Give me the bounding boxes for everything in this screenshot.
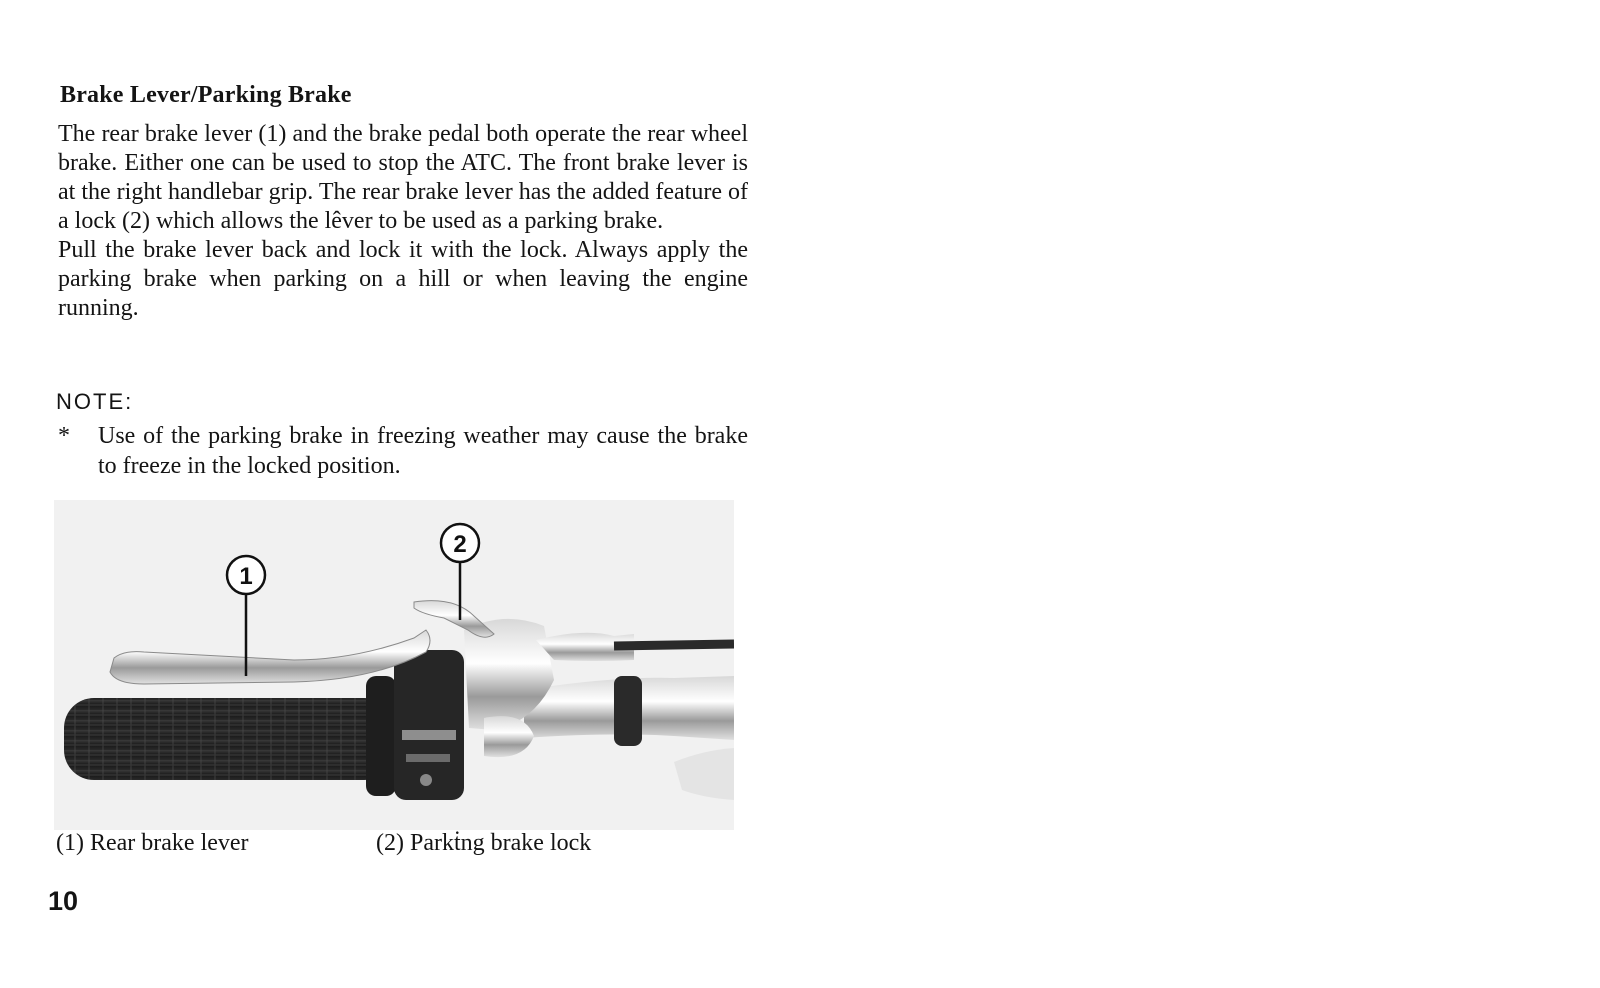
caption-parking-brake-lock: (2) Parkṫng brake lock	[376, 830, 592, 856]
note-text: Use of the parking brake in freezing weather may cause the brake to freeze in the locked position.	[98, 423, 748, 479]
note-label: NOTE:	[56, 389, 134, 414]
brake-cable	[614, 644, 734, 646]
handlebar-clamp	[614, 676, 642, 746]
paragraph-brake-description: The rear brake lever (1) and the brake pedal both operate the rear wheel brake. Either one can be used to stop the ATC. The front brake lever is at the right handlebar grip. The rear brake lever has the added feature of a lock (2) which allows the lêver to be used as a parking brake.	[58, 121, 748, 234]
body-text	[58, 120, 748, 323]
handlebar-illustration	[54, 500, 734, 830]
note-bullet: *	[58, 423, 70, 449]
section-heading: Brake Lever/Parking Brake	[60, 82, 352, 108]
handlebar-photo	[54, 500, 734, 830]
callout-number-1: 1	[239, 563, 253, 590]
callout-number-2: 2	[453, 531, 467, 558]
page-number: 10	[48, 886, 79, 916]
handlebar-grip	[64, 698, 394, 780]
caption-rear-brake-lever: (1) Rear brake lever	[56, 830, 249, 856]
paragraph-parking-instruction: Pull the brake lever back and lock it with the lock. Always apply the parking brake when parking on a hill or when leaving the engine running.	[58, 237, 748, 321]
